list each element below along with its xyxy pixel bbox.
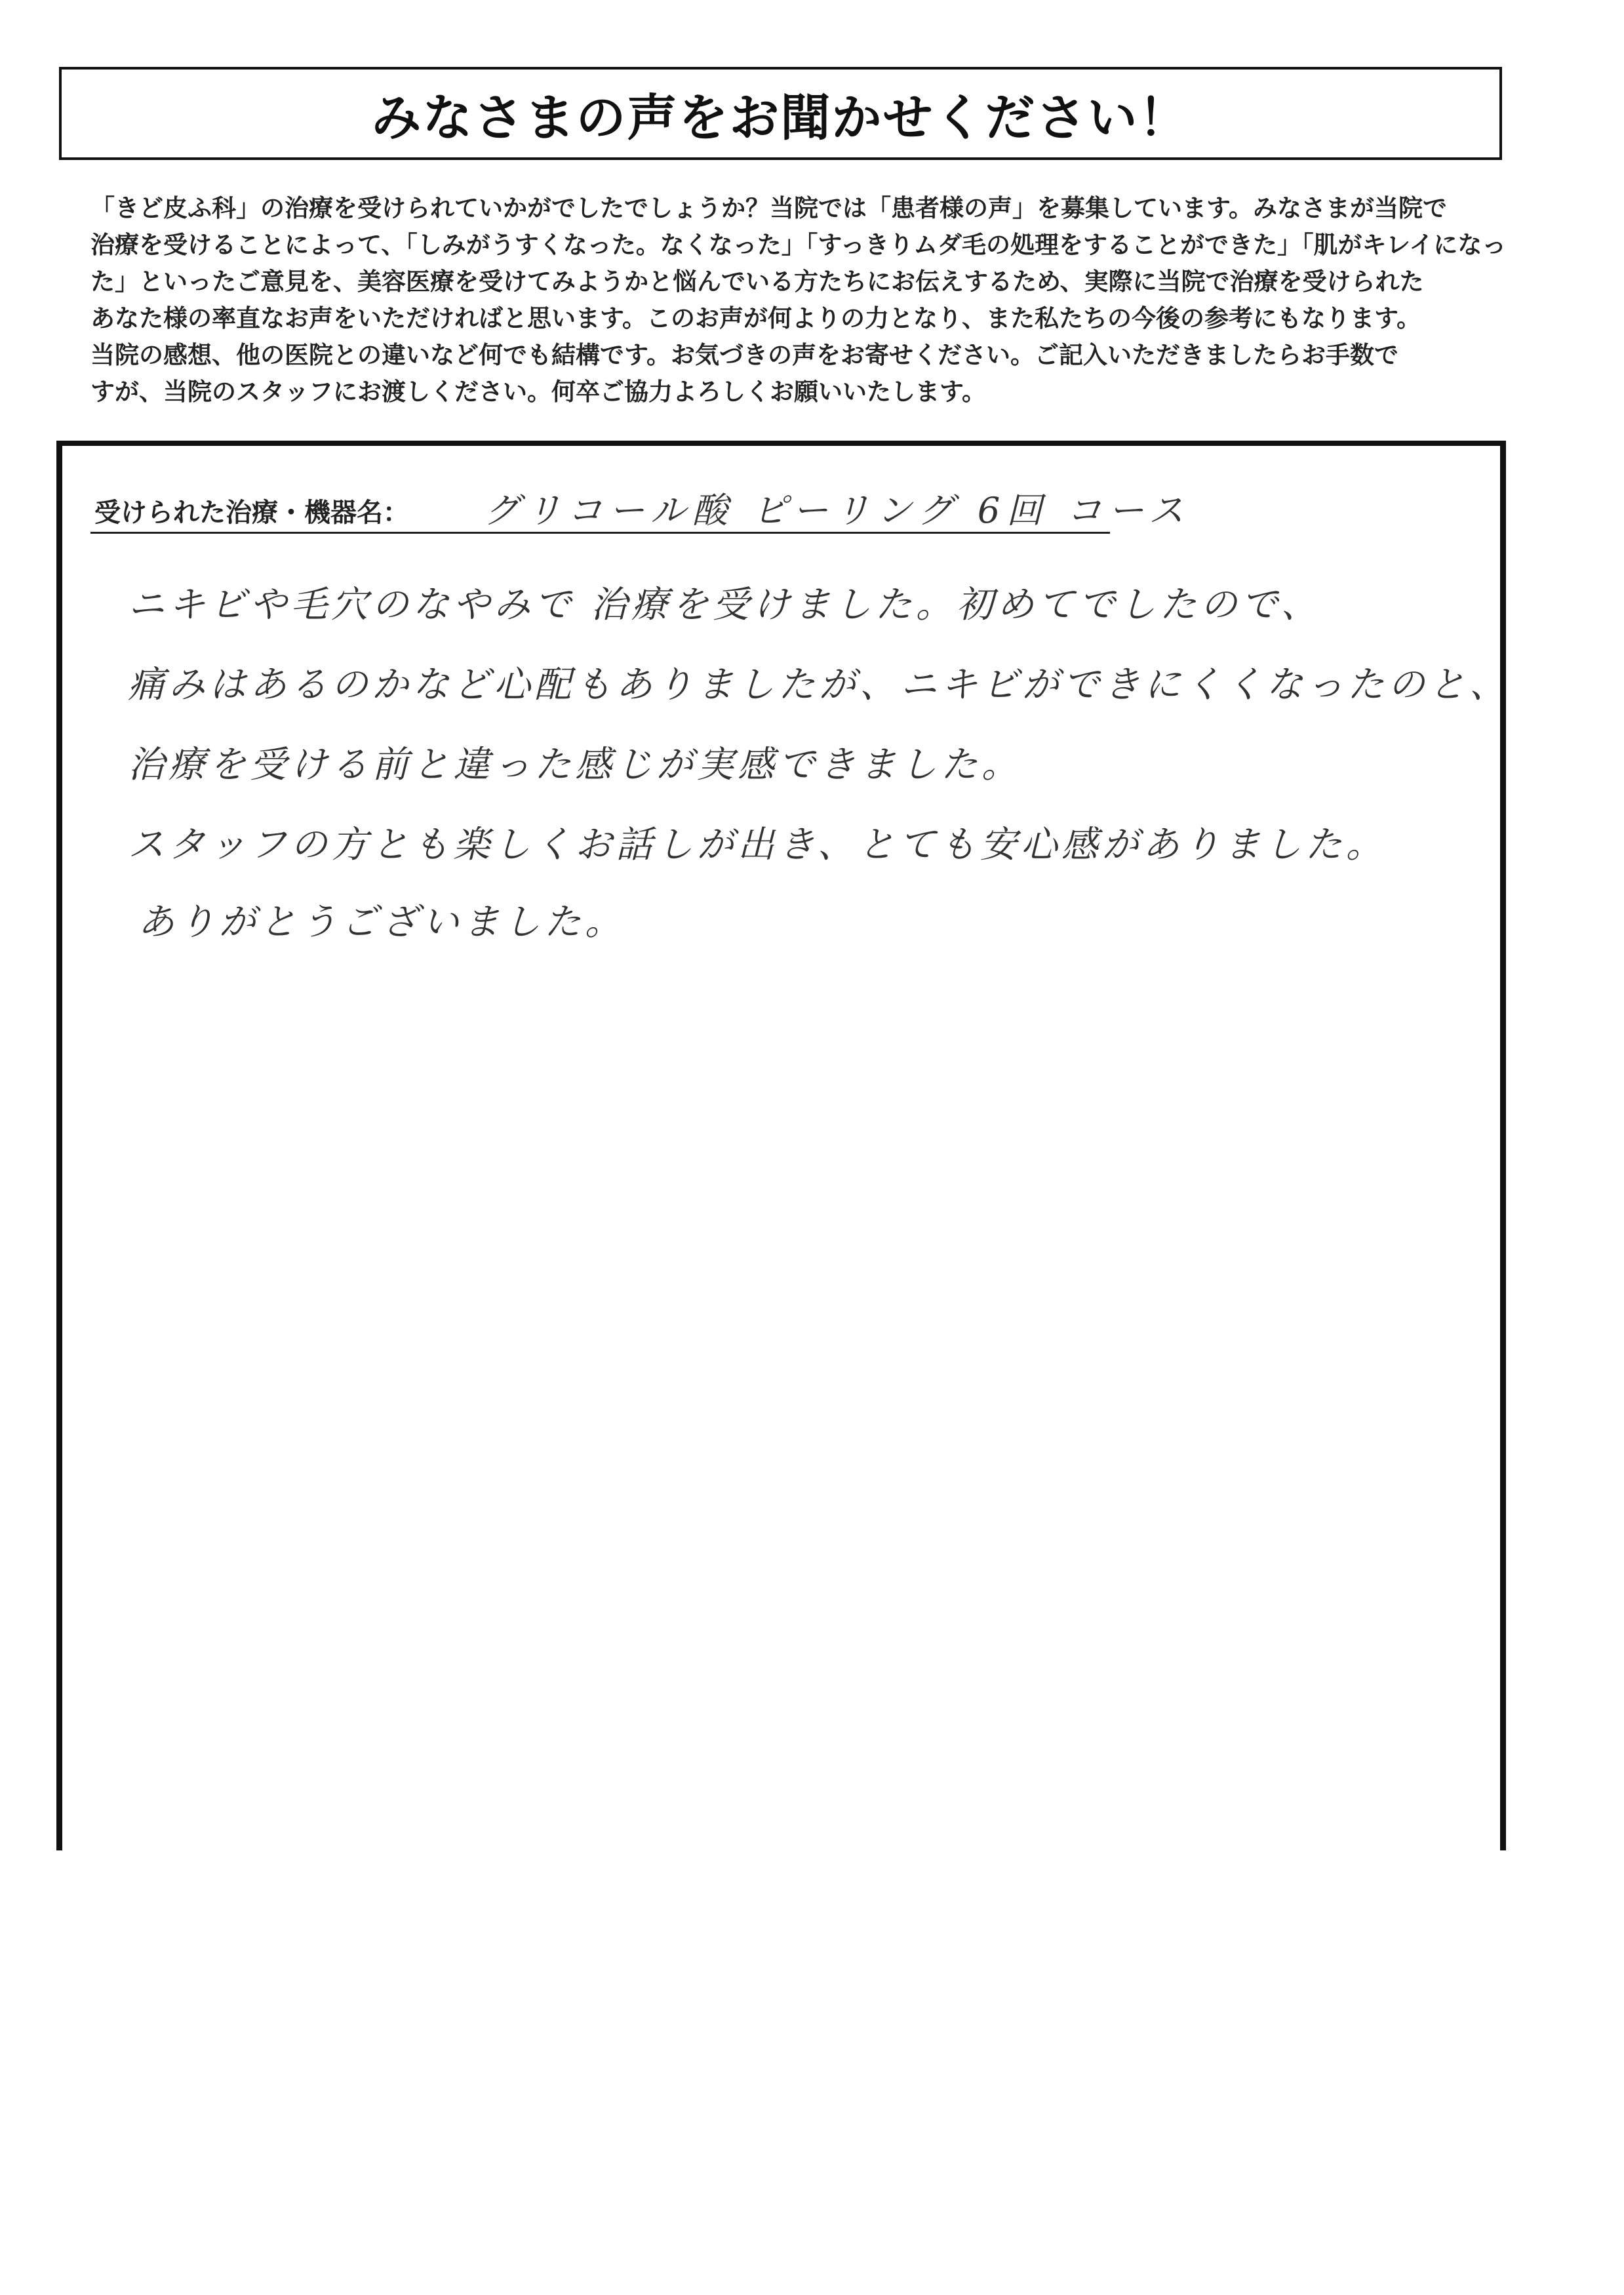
title-box: [59, 67, 1502, 160]
comment-line: ニキビや毛穴のなやみで 治療を受けました。初めてでしたので、: [128, 584, 1322, 626]
intro-line: た」といったご意見を、美容医療を受けてみようかと悩んでいる方たちにお伝えするため、実際に当院で治療を受けられた: [90, 268, 1424, 296]
comment-line: 痛みはあるのかなど心配もありましたが、ニキビができにくくなったのと、: [128, 664, 1510, 706]
comment-form-box: [56, 441, 1506, 1850]
intro-line: あなた様の率直なお声をいただければと思います。このお声が何よりの力となり、また私たちの今後の参考にもなります。: [90, 304, 1421, 332]
intro-paragraph: [90, 190, 1507, 410]
treatment-label: 受けられた治療・機器名：: [94, 498, 409, 528]
intro-line: 治療を受けることによって、「しみがうすくなった。なくなった」「すっきりムダ毛の処理をすることができた」「肌がキレイになっ: [90, 231, 1507, 259]
treatment-row: [90, 473, 1191, 534]
page-title: みなさまの声をお聞かせください！: [371, 88, 1190, 147]
comment-line: 治療を受ける前と違った感じが実感できました。: [128, 744, 1022, 786]
comment-line: ありがとうございました。: [138, 901, 625, 944]
intro-line: 「きど皮ふ科」の治療を受けられていかがでしたでしょうか？当院では「患者様の声」を募集しています。みなさまが当院で: [90, 194, 1448, 222]
treatment-value: グリコール酸 ピーリング 6回 コース: [484, 490, 1191, 531]
comment-line: スタッフの方とも楽しくお話しが出き、とても安心感がありました。: [128, 824, 1387, 866]
intro-line: 当院の感想、他の医院との違いなど何でも結構です。お気づきの声をお寄せください。ご記入いただきましたらお手数で: [90, 341, 1399, 369]
intro-line: すが、当院のスタッフにお渡しください。何卒ご協力よろしくお願いいたします。: [90, 378, 987, 406]
